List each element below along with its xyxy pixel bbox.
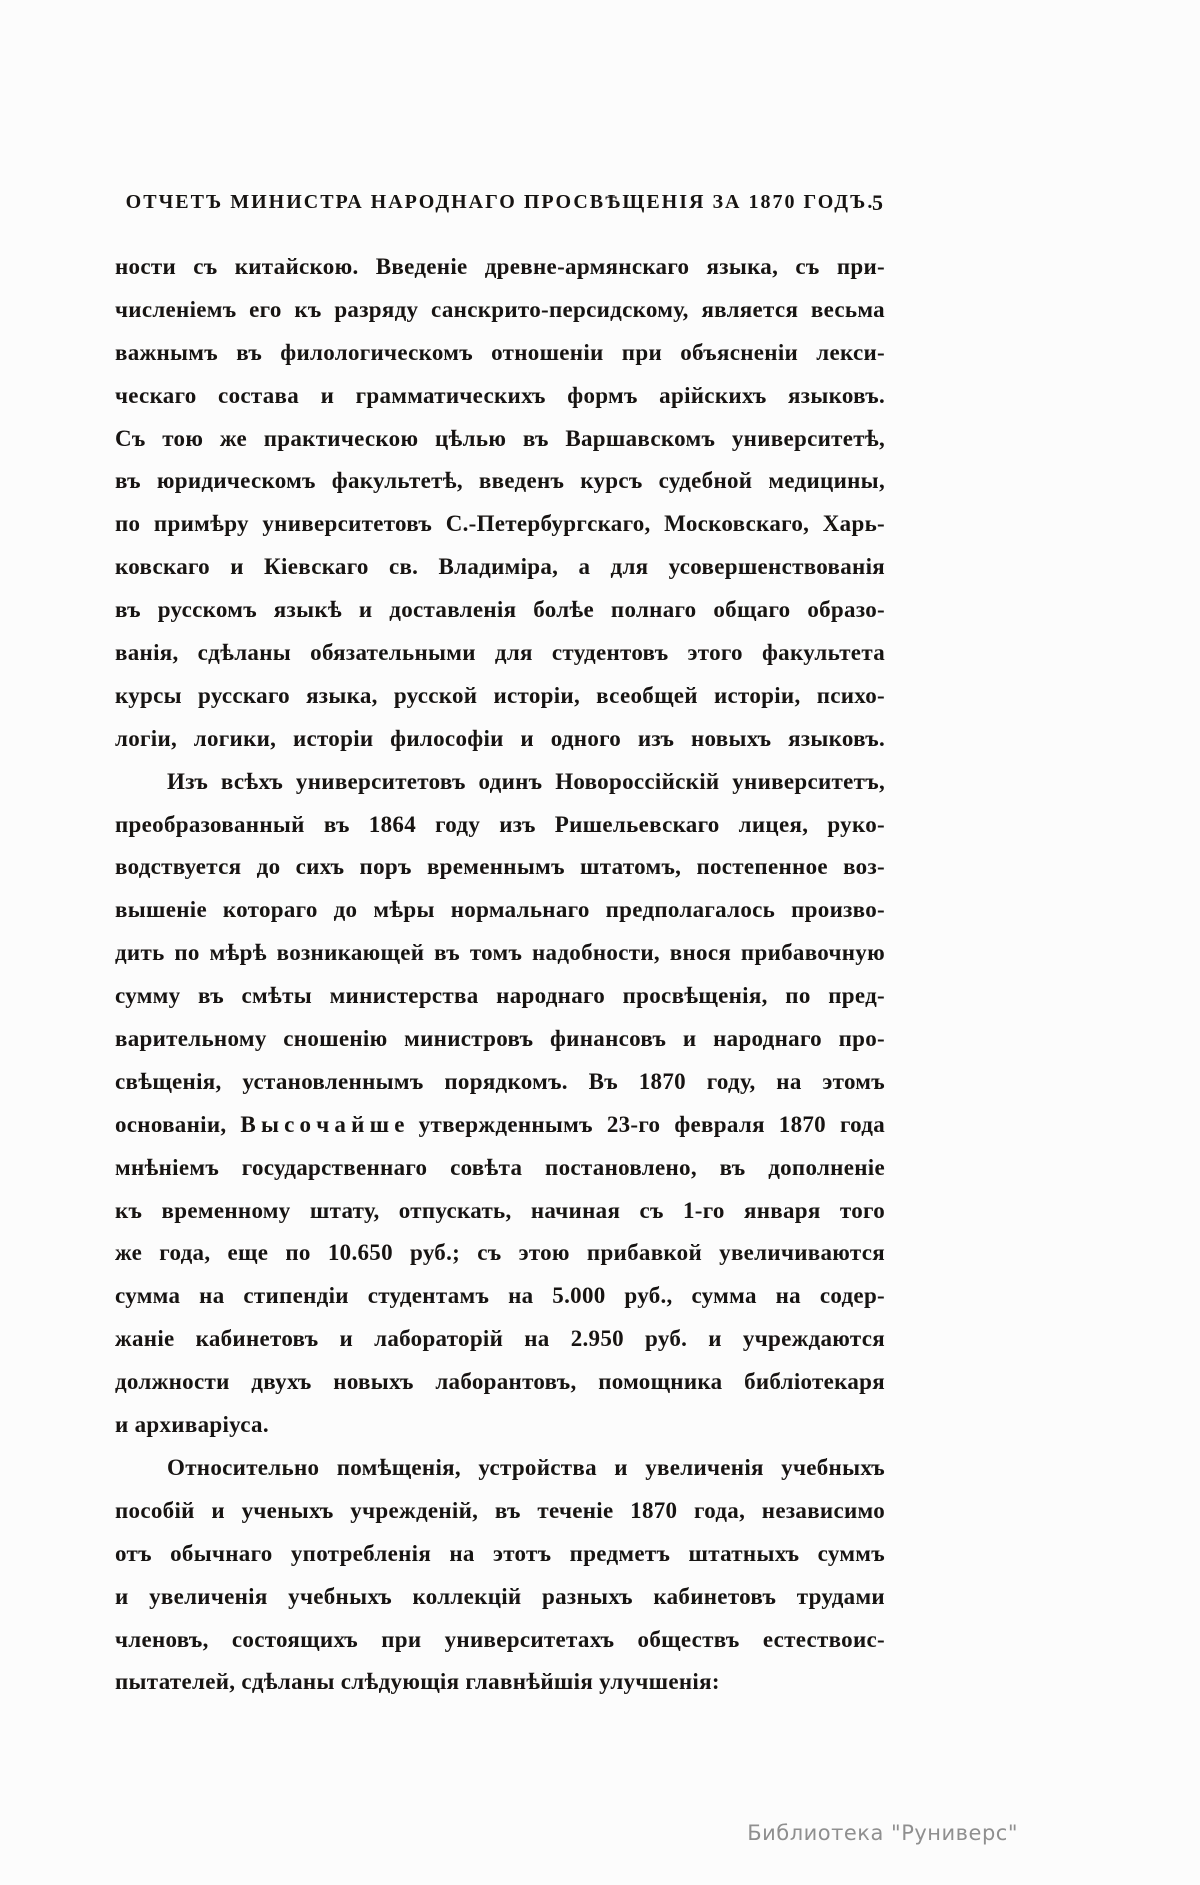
text-line: основаніи, В ы с о ч а й ш е утвержденнымъ 23-го февраля 1870 года: [115, 1111, 885, 1137]
text-line: логіи, логики, исторіи философіи и одного изъ новыхъ языковъ.: [115, 725, 885, 751]
text-line: численіемъ его къ разряду санскрито-персидскому, является весьма: [115, 296, 885, 322]
page-header: [115, 191, 885, 214]
text-block: [115, 246, 885, 1704]
text-line: сумма на стипендіи студентамъ на 5.000 руб., сумма на содер-: [115, 1283, 885, 1309]
text-line: къ временному штату, отпускать, начиная съ 1-го января того: [115, 1197, 885, 1223]
text-line: пытателей, сдѣланы слѣдующія главнѣйшія улучшенія:: [115, 1669, 720, 1695]
text-line: курсы русскаго языка, русской исторіи, всеобщей исторіи, психо-: [115, 682, 885, 708]
text-line: Относительно помѣщенія, устройства и увеличенія учебныхъ: [167, 1454, 885, 1480]
text-line: варительному сношенію министровъ финансовъ и народнаго про-: [115, 1026, 885, 1052]
text-line: и архиваріуса.: [115, 1412, 269, 1438]
paragraph: [115, 1447, 885, 1704]
paragraph: [115, 761, 885, 1447]
text-line: Изъ всѣхъ университетовъ одинъ Новороссійскій университетъ,: [167, 768, 885, 794]
text-line: въ русскомъ языкѣ и доставленія болѣе полнаго общаго образо-: [115, 597, 885, 623]
text-line: по примѣру университетовъ С.-Петербургскаго, Московскаго, Харь-: [115, 511, 885, 537]
text-line: должности двухъ новыхъ лаборантовъ, помощника библіотекаря: [115, 1369, 885, 1395]
running-title: ОТЧЕТЪ МИНИСТРА НАРОДНАГО ПРОСВѢЩЕНІЯ ЗА 1870 ГОДЪ.: [125, 191, 875, 213]
text-line: же года, еще по 10.650 руб.; съ этою прибавкой увеличиваются: [115, 1240, 885, 1266]
text-line: мнѣніемъ государственнаго совѣта постановлено, въ дополненіе: [115, 1154, 885, 1180]
text-line: свѣщенія, установленнымъ порядкомъ. Въ 1870 году, на этомъ: [115, 1068, 885, 1094]
text-line: ности съ китайскою. Введеніе древне-армянскаго языка, съ при-: [115, 254, 885, 279]
text-line: ванія, сдѣланы обязательными для студентовъ этого факультета: [115, 640, 885, 666]
text-line: сумму въ смѣты министерства народнаго просвѣщенія, по пред-: [115, 983, 885, 1009]
paragraph: [115, 246, 885, 761]
page-number: 5: [872, 190, 883, 215]
text-line: пособій и ученыхъ учрежденій, въ теченіе 1870 года, независимо: [115, 1497, 885, 1523]
text-line: преобразованный въ 1864 году изъ Ришельевскаго лицея, руко-: [115, 811, 885, 837]
text-line: ческаго состава и грамматическихъ формъ арійскихъ языковъ.: [115, 382, 885, 408]
text-line: ковскаго и Кіевскаго св. Владиміра, а для усовершенствованія: [115, 554, 885, 580]
text-line: важнымъ въ филологическомъ отношеніи при объясненіи лекси-: [115, 339, 885, 365]
text-line: отъ обычнаго употребленія на этотъ предметъ штатныхъ суммъ: [115, 1540, 885, 1566]
text-line: водствуется до сихъ поръ временнымъ штатомъ, постепенное воз-: [115, 854, 885, 880]
text-line: жаніе кабинетовъ и лабораторій на 2.950 руб. и учреждаются: [115, 1326, 885, 1352]
text-line: членовъ, состоящихъ при университетахъ обществъ естествоис-: [115, 1626, 885, 1652]
text-line: и увеличенія учебныхъ коллекцій разныхъ кабинетовъ трудами: [115, 1583, 885, 1609]
text-line: дить по мѣрѣ возникающей въ томъ надобности, внося прибавочную: [115, 940, 885, 966]
text-line: въ юридическомъ факультетѣ, введенъ курсъ судебной медицины,: [115, 468, 885, 494]
text-line: Съ тою же практическою цѣлью въ Варшавскомъ университетѣ,: [115, 425, 885, 451]
library-watermark: Библиотека "Руниверс": [747, 1821, 1018, 1845]
text-line: вышеніе котораго до мѣры нормальнаго предполагалось произво-: [115, 897, 885, 923]
